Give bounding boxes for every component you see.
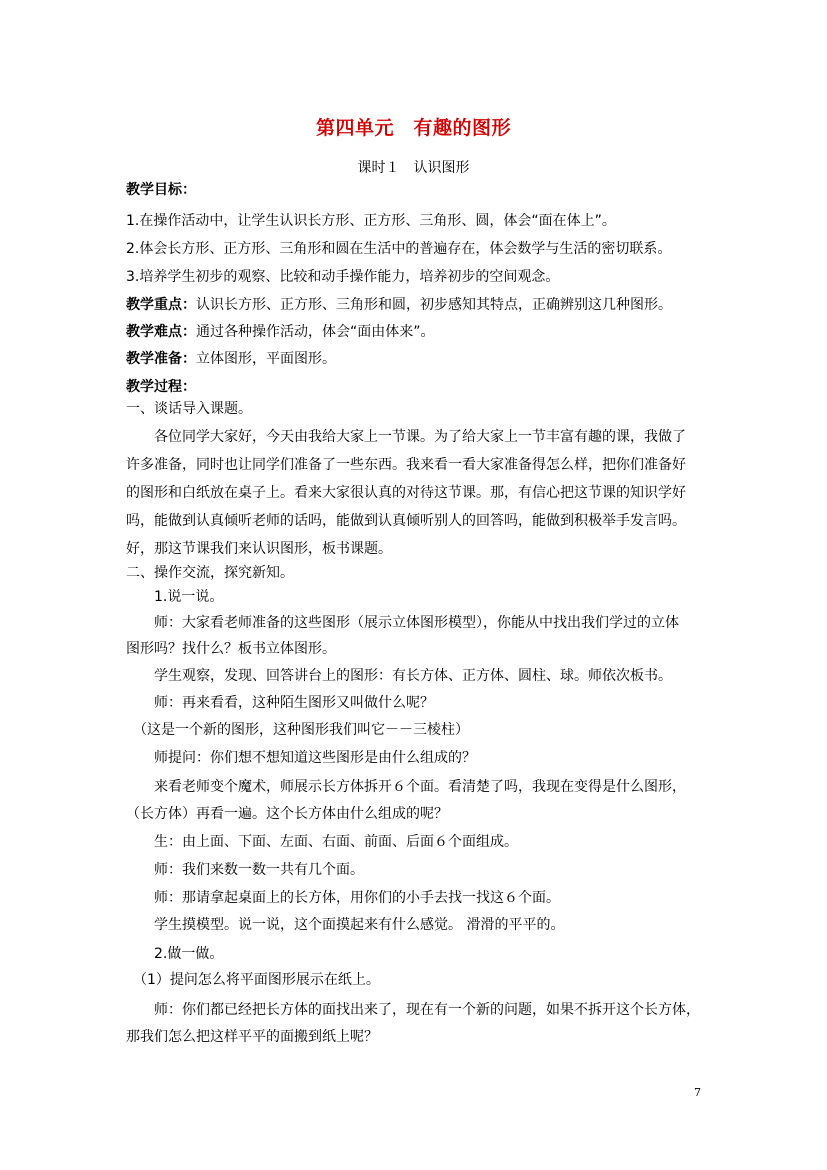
body-line: 师：我们来数一数一共有几个面。	[126, 862, 364, 878]
objectives-heading: 教学目标：	[126, 182, 196, 198]
body-line: （长方体）再看一遍。这个长方体由什么组成的呢？	[126, 806, 448, 822]
key-points-text: 认识长方形、正方形、三角形和圆，初步感知其特点，正确辨别这几种图形。	[196, 297, 672, 313]
body-line: 生：由上面、下面、左面、右面、前面、后面６个面组成。	[126, 834, 518, 850]
body-line: 学生观察，发现、回答讲台上的图形：有长方体、正方体、圆柱、球。师依次板书。	[126, 668, 672, 684]
objective-item: 2.体会长方形、正方形、三角形和圆在生活中的普遍存在，体会数学与生活的密切联系。	[126, 241, 672, 257]
body-line: 师：那请拿起桌面上的长方体，用你们的小手去找一找这６个面。	[126, 890, 560, 906]
difficulty-label: 教学难点：	[126, 324, 196, 340]
body-line: 师提问：你们想不想知道这些图形是由什么组成的？	[126, 750, 476, 766]
key-points-line	[126, 295, 672, 315]
key-points-label: 教学重点：	[126, 297, 196, 313]
objective-item: 3.培养学生初步的观察、比较和动手操作能力，培养初步的空间观念。	[126, 269, 560, 285]
body-line: 好，那这节课我们来认识图形，板书课题。	[126, 541, 392, 557]
body-line: 2.做一做。	[126, 946, 224, 962]
difficulty-line	[126, 322, 435, 342]
lesson-subtitle: 课时１ 认识图形	[357, 160, 470, 176]
difficulty-text: 通过各种操作活动，体会“面由体来”。	[196, 324, 435, 340]
body-line: 师：你们都已经把长方体的面找出来了，现在有一个新的问题，如果不拆开这个长方体，	[126, 1002, 700, 1018]
body-line: 师：大家看老师准备的这些图形（展示立体图形模型），你能从中找出我们学过的立体	[126, 615, 679, 631]
process-heading: 教学过程：	[126, 379, 196, 395]
body-line: 1.说一说。	[126, 589, 224, 605]
preparation-text: 立体图形，平面图形。	[196, 351, 336, 367]
body-line: 那我们怎么把这样平平的面搬到纸上呢？	[126, 1029, 378, 1045]
body-line: 吗，能做到认真倾听老师的话吗，能做到认真倾听别人的回答吗，能做到积极举手发言吗。	[126, 513, 686, 529]
body-line: 许多准备，同时也让同学们准备了一些东西。我来看一看大家准备得怎么样，把你们准备好	[126, 457, 686, 473]
body-line: 师：再来看看，这种陌生图形又叫做什么呢？	[126, 695, 434, 711]
page-number: 7	[694, 1086, 701, 1099]
body-line: 来看老师变个魔术，师展示长方体拆开６个面。看清楚了吗，我现在变得是什么图形，	[126, 779, 686, 795]
preparation-line	[126, 349, 336, 369]
unit-title: 第四单元 有趣的图形	[315, 117, 511, 139]
body-line: （1）提问怎么将平面图形展示在纸上。	[126, 972, 380, 988]
body-line: 的图形和白纸放在桌子上。看来大家很认真的对待这节课。那，有信心把这节课的知识学好	[126, 485, 686, 501]
body-line: （这是一个新的图形，这种图形我们叫它－－三棱柱）	[126, 722, 469, 738]
body-line: 一、谈话导入课题。	[126, 401, 252, 417]
body-line: 二、操作交流，探究新知。	[126, 565, 294, 581]
body-line: 图形吗？找什么？板书立体图形。	[126, 641, 336, 657]
body-line: 各位同学大家好，今天由我给大家上一节课。为了给大家上一节丰富有趣的课，我做了	[126, 429, 686, 445]
body-line: 学生摸模型。说一说，这个面摸起来有什么感觉。 滑滑的平平的。	[126, 917, 565, 933]
objective-item: 1.在操作活动中，让学生认识长方形、正方形、三角形、圆，体会“面在体上”。	[126, 213, 616, 229]
preparation-label: 教学准备：	[126, 351, 196, 367]
